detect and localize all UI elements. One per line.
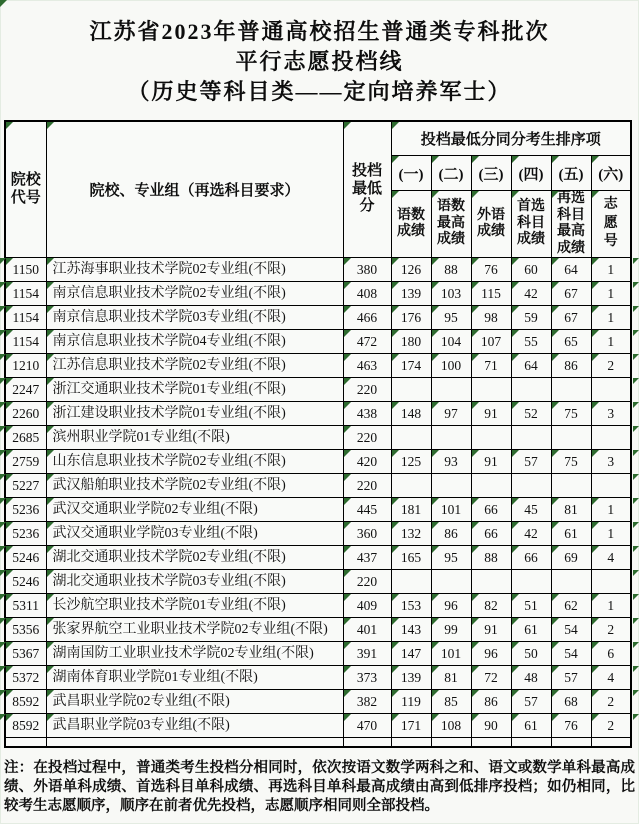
college-code-cell: 1210 [5,354,46,378]
edge-artifact-right [633,642,639,648]
edge-artifact-left [0,666,6,672]
edge-artifact-right [633,546,639,552]
table-row [5,306,631,330]
college-code-cell: 5236 [5,522,46,546]
tiebreak-4-cell [511,426,551,450]
edge-artifact-right [633,450,639,456]
edge-artifact-right [633,690,639,696]
tiebreak-4-cell: 59 [511,306,551,330]
college-name-cell: 南京信息职业技术学院02专业组(不限) [46,282,343,306]
college-code-cell: 5246 [5,546,46,570]
tiebreak-6-cell [591,738,631,747]
tiebreak-3-cell: 66 [471,522,511,546]
edge-artifact-right [633,474,639,480]
edge-artifact-right [633,258,639,264]
tiebreak-4-cell [511,474,551,498]
edge-artifact-left [0,354,6,360]
tiebreak-3-cell [471,426,511,450]
tiebreak-5-cell: 57 [551,666,591,690]
tiebreak-4-cell: 51 [511,594,551,618]
college-name-cell: 南京信息职业技术学院04专业组(不限) [46,330,343,354]
min-score-cell: 408 [343,282,391,306]
edge-artifact-left [0,258,6,264]
college-code-cell: 1154 [5,282,46,306]
tiebreak-6-cell [591,378,631,402]
tiebreak-2-cell: 93 [431,450,471,474]
college-name-cell [46,738,343,747]
tiebreak-6-cell: 1 [591,522,631,546]
college-code-cell: 5236 [5,498,46,522]
tiebreak-5-cell: 54 [551,642,591,666]
college-code-cell [5,738,46,747]
tiebreak-1-cell: 181 [391,498,431,522]
edge-artifact-right [633,570,639,576]
tiebreak-2-cell [431,378,471,402]
tiebreak-2-cell: 86 [431,522,471,546]
header-college-group: 院校、专业组（再选科目要求） [46,121,343,258]
min-score-cell: 463 [343,354,391,378]
tiebreak-1-cell: 119 [391,690,431,714]
header-tiebreak-4-num: (四) [511,156,551,191]
footnote-prefix: 注： [4,759,34,776]
tiebreak-1-cell: 174 [391,354,431,378]
tiebreak-3-cell: 91 [471,450,511,474]
min-score-cell: 391 [343,642,391,666]
tiebreak-3-cell: 76 [471,258,511,282]
tiebreak-4-cell: 61 [511,714,551,738]
tiebreak-1-cell [391,378,431,402]
tiebreak-2-cell [431,474,471,498]
tiebreak-4-cell [511,570,551,594]
tiebreak-6-cell [591,474,631,498]
tiebreak-6-cell: 4 [591,666,631,690]
edge-artifact-left [0,450,6,456]
min-score-cell: 220 [343,378,391,402]
header-tiebreak-1-label: 语数成绩 [391,191,431,258]
tiebreak-2-cell: 95 [431,546,471,570]
tiebreak-3-cell: 86 [471,690,511,714]
tiebreak-6-cell: 3 [591,450,631,474]
header-min-score: 投档最低分 [343,121,391,258]
tiebreak-5-cell [551,426,591,450]
table-row [5,378,631,402]
college-name-cell: 长沙航空职业技术学院01专业组(不限) [46,594,343,618]
tiebreak-5-cell [551,474,591,498]
title-line-2: 平行志愿投档线 [235,49,404,74]
college-code-cell: 5246 [5,570,46,594]
table-row [5,714,631,738]
tiebreak-4-cell: 64 [511,354,551,378]
tiebreak-6-cell: 2 [591,618,631,642]
min-score-cell: 466 [343,306,391,330]
table-row [5,282,631,306]
tiebreak-6-cell: 1 [591,258,631,282]
header-tiebreak-3-num: (三) [471,156,511,191]
tiebreak-6-cell: 1 [591,498,631,522]
tiebreak-5-cell: 75 [551,402,591,426]
tiebreak-1-cell [391,738,431,747]
tiebreak-4-cell: 55 [511,330,551,354]
tiebreak-5-cell: 68 [551,690,591,714]
table-row [5,594,631,618]
table-row [5,330,631,354]
min-score-cell: 470 [343,714,391,738]
tiebreak-1-cell [391,474,431,498]
min-score-cell: 445 [343,498,391,522]
college-name-cell: 湖南体育职业学院01专业组(不限) [46,666,343,690]
table-row [5,522,631,546]
tiebreak-6-cell: 1 [591,330,631,354]
table-row [5,402,631,426]
admission-score-table [4,120,632,748]
tiebreak-1-cell: 125 [391,450,431,474]
edge-artifact-right [633,666,639,672]
college-name-cell: 江苏海事职业技术学院02专业组(不限) [46,258,343,282]
tiebreak-5-cell: 62 [551,594,591,618]
min-score-cell: 382 [343,690,391,714]
edge-artifact-right [633,426,639,432]
edge-artifact-left [0,642,6,648]
tiebreak-5-cell: 81 [551,498,591,522]
edge-artifact-right [633,618,639,624]
page-title [0,17,639,107]
tiebreak-3-cell [471,738,511,747]
edge-artifact-right [633,354,639,360]
tiebreak-6-cell [591,570,631,594]
tiebreak-4-cell: 57 [511,450,551,474]
header-tiebreak-3-label: 外语成绩 [471,191,511,258]
college-name-cell: 浙江建设职业技术学院01专业组(不限) [46,402,343,426]
college-name-cell: 武汉船舶职业技术学院02专业组(不限) [46,474,343,498]
edge-artifact-left [0,498,6,504]
tiebreak-6-cell: 2 [591,714,631,738]
college-code-cell: 5356 [5,618,46,642]
edge-artifact-right [633,714,639,720]
tiebreak-5-cell: 76 [551,714,591,738]
edge-artifact-right [633,594,639,600]
tiebreak-2-cell [431,570,471,594]
college-name-cell: 武昌职业学院02专业组(不限) [46,690,343,714]
min-score-cell: 220 [343,474,391,498]
tiebreak-5-cell: 69 [551,546,591,570]
header-tiebreak-6-num: (六) [591,156,631,191]
table-row [5,258,631,282]
tiebreak-1-cell [391,426,431,450]
title-line-3: （历史等科目类——定向培养军士） [127,79,512,104]
edge-artifact-left [0,522,6,528]
min-score-cell: 380 [343,258,391,282]
table-row [5,642,631,666]
tiebreak-3-cell: 91 [471,618,511,642]
college-name-cell: 武汉交通职业学院02专业组(不限) [46,498,343,522]
edge-artifact-right [633,306,639,312]
college-code-cell: 1154 [5,306,46,330]
tiebreak-3-cell: 91 [471,402,511,426]
min-score-cell [343,738,391,747]
tiebreak-2-cell: 88 [431,258,471,282]
table-body [5,258,631,747]
min-score-cell: 409 [343,594,391,618]
tiebreak-3-cell: 82 [471,594,511,618]
edge-artifact-right [633,330,639,336]
college-name-cell: 湖北交通职业技术学院02专业组(不限) [46,546,343,570]
edge-artifact-right [633,402,639,408]
footnote-text: 在投档过程中，普通类考生投档分相同时，依次按语文数学两科之和、语文或数学单科最高成绩、外语单科成绩、首选科目单科成绩、再选科目单科最高成绩由高到低排序投档；如仍相同，比较考生志愿顺序，顺序在前者优先投档，志愿顺序相同则全部投档。 [4,759,635,814]
tiebreak-6-cell: 1 [591,282,631,306]
college-name-cell: 山东信息职业技术学院02专业组(不限) [46,450,343,474]
tiebreak-6-cell: 4 [591,546,631,570]
tiebreak-5-cell [551,738,591,747]
min-score-cell: 220 [343,570,391,594]
min-score-cell: 420 [343,450,391,474]
tiebreak-4-cell: 61 [511,618,551,642]
min-score-cell: 373 [343,666,391,690]
edge-artifact-right [633,378,639,384]
tiebreak-3-cell: 98 [471,306,511,330]
tiebreak-1-cell: 171 [391,714,431,738]
tiebreak-3-cell: 88 [471,546,511,570]
tiebreak-1-cell: 165 [391,546,431,570]
edge-artifact-left [0,330,6,336]
college-code-cell: 2685 [5,426,46,450]
tiebreak-1-cell: 139 [391,666,431,690]
college-code-cell: 1154 [5,330,46,354]
header-tiebreak-5-label: 再选科目最高成绩 [551,191,591,258]
tiebreak-3-cell: 107 [471,330,511,354]
college-code-cell: 2247 [5,378,46,402]
tiebreak-4-cell [511,738,551,747]
table-row [5,426,631,450]
tiebreak-4-cell: 50 [511,642,551,666]
table-row [5,666,631,690]
edge-artifact-left [0,546,6,552]
tiebreak-1-cell: 147 [391,642,431,666]
tiebreak-5-cell: 86 [551,354,591,378]
table-row [5,738,631,747]
tiebreak-2-cell: 104 [431,330,471,354]
tiebreak-4-cell: 57 [511,690,551,714]
tiebreak-1-cell: 143 [391,618,431,642]
tiebreak-6-cell: 1 [591,306,631,330]
tiebreak-3-cell: 66 [471,498,511,522]
tiebreak-5-cell: 54 [551,618,591,642]
table-row [5,498,631,522]
college-code-cell: 1150 [5,258,46,282]
header-tiebreak-2-num: (二) [431,156,471,191]
tiebreak-2-cell: 103 [431,282,471,306]
tiebreak-5-cell [551,570,591,594]
edge-artifact-left [0,402,6,408]
edge-artifact-right [633,522,639,528]
table-row [5,546,631,570]
tiebreak-6-cell: 1 [591,594,631,618]
college-name-cell: 江苏信息职业技术学院02专业组(不限) [46,354,343,378]
table-row [5,690,631,714]
college-name-cell: 湖北交通职业技术学院03专业组(不限) [46,570,343,594]
tiebreak-4-cell: 60 [511,258,551,282]
header-college-code: 院校代号 [5,121,46,258]
tiebreak-2-cell: 108 [431,714,471,738]
header-tiebreak-2-label: 语数最高成绩 [431,191,471,258]
header-row-group [5,121,631,156]
tiebreak-1-cell: 126 [391,258,431,282]
tiebreak-6-cell [591,426,631,450]
tiebreak-5-cell: 75 [551,450,591,474]
min-score-cell: 220 [343,426,391,450]
tiebreak-5-cell: 64 [551,258,591,282]
header-tiebreak-group: 投档最低分同分考生排序项 [391,121,631,156]
tiebreak-4-cell: 52 [511,402,551,426]
tiebreak-3-cell [471,474,511,498]
min-score-cell: 360 [343,522,391,546]
tiebreak-6-cell: 2 [591,354,631,378]
header-tiebreak-6-label: 志愿号 [591,191,631,258]
footnote [4,759,635,816]
tiebreak-6-cell: 6 [591,642,631,666]
tiebreak-1-cell: 153 [391,594,431,618]
tiebreak-2-cell: 99 [431,618,471,642]
tiebreak-2-cell: 101 [431,642,471,666]
edge-artifact-left [0,282,6,288]
edge-artifact-right [633,282,639,288]
header-tiebreak-4-label: 首选科目成绩 [511,191,551,258]
college-code-cell: 5311 [5,594,46,618]
tiebreak-5-cell: 67 [551,282,591,306]
college-code-cell: 5227 [5,474,46,498]
table-row [5,618,631,642]
college-code-cell: 5372 [5,666,46,690]
tiebreak-5-cell: 67 [551,306,591,330]
college-name-cell: 滨州职业学院01专业组(不限) [46,426,343,450]
min-score-cell: 401 [343,618,391,642]
tiebreak-4-cell: 42 [511,282,551,306]
edge-artifact-left [0,570,6,576]
tiebreak-1-cell: 180 [391,330,431,354]
college-name-cell: 南京信息职业技术学院03专业组(不限) [46,306,343,330]
tiebreak-4-cell: 45 [511,498,551,522]
college-name-cell: 浙江交通职业技术学院01专业组(不限) [46,378,343,402]
table-row [5,450,631,474]
table-row [5,354,631,378]
tiebreak-2-cell: 96 [431,594,471,618]
college-name-cell: 武昌职业学院03专业组(不限) [46,714,343,738]
tiebreak-3-cell [471,570,511,594]
tiebreak-3-cell: 115 [471,282,511,306]
tiebreak-4-cell: 66 [511,546,551,570]
tiebreak-3-cell: 90 [471,714,511,738]
tiebreak-2-cell: 81 [431,666,471,690]
tiebreak-1-cell [391,570,431,594]
college-code-cell: 2260 [5,402,46,426]
college-code-cell: 5367 [5,642,46,666]
edge-artifact-left [0,690,6,696]
edge-artifact-left [0,714,6,720]
tiebreak-5-cell: 61 [551,522,591,546]
tiebreak-1-cell: 176 [391,306,431,330]
tiebreak-4-cell [511,378,551,402]
tiebreak-6-cell: 2 [591,690,631,714]
tiebreak-2-cell [431,426,471,450]
tiebreak-4-cell: 48 [511,666,551,690]
tiebreak-2-cell: 100 [431,354,471,378]
tiebreak-1-cell: 132 [391,522,431,546]
tiebreak-3-cell: 72 [471,666,511,690]
header-tiebreak-1-num: (一) [391,156,431,191]
edge-artifact-right [633,498,639,504]
tiebreak-5-cell: 65 [551,330,591,354]
edge-artifact-left [0,306,6,312]
tiebreak-1-cell: 139 [391,282,431,306]
tiebreak-2-cell: 95 [431,306,471,330]
header-tiebreak-5-num: (五) [551,156,591,191]
tiebreak-2-cell: 85 [431,690,471,714]
edge-artifact-left [0,474,6,480]
table-row [5,474,631,498]
college-name-cell: 湖南国防工业职业技术学院02专业组(不限) [46,642,343,666]
edge-artifact-left [0,426,6,432]
college-code-cell: 2759 [5,450,46,474]
tiebreak-3-cell: 71 [471,354,511,378]
college-name-cell: 武汉交通职业学院03专业组(不限) [46,522,343,546]
tiebreak-3-cell: 96 [471,642,511,666]
tiebreak-2-cell: 101 [431,498,471,522]
college-code-cell: 8592 [5,690,46,714]
college-code-cell: 8592 [5,714,46,738]
table-row [5,570,631,594]
tiebreak-3-cell [471,378,511,402]
title-line-1: 江苏省2023年普通高校招生普通类专科批次 [89,19,550,44]
edge-artifact-left [0,378,6,384]
min-score-cell: 472 [343,330,391,354]
college-name-cell: 张家界航空工业职业技术学院02专业组(不限) [46,618,343,642]
tiebreak-5-cell [551,378,591,402]
edge-artifact-left [0,594,6,600]
tiebreak-2-cell [431,738,471,747]
tiebreak-4-cell: 42 [511,522,551,546]
tiebreak-1-cell: 148 [391,402,431,426]
min-score-cell: 438 [343,402,391,426]
edge-artifact-left [0,618,6,624]
tiebreak-2-cell: 97 [431,402,471,426]
tiebreak-6-cell: 3 [591,402,631,426]
min-score-cell: 437 [343,546,391,570]
